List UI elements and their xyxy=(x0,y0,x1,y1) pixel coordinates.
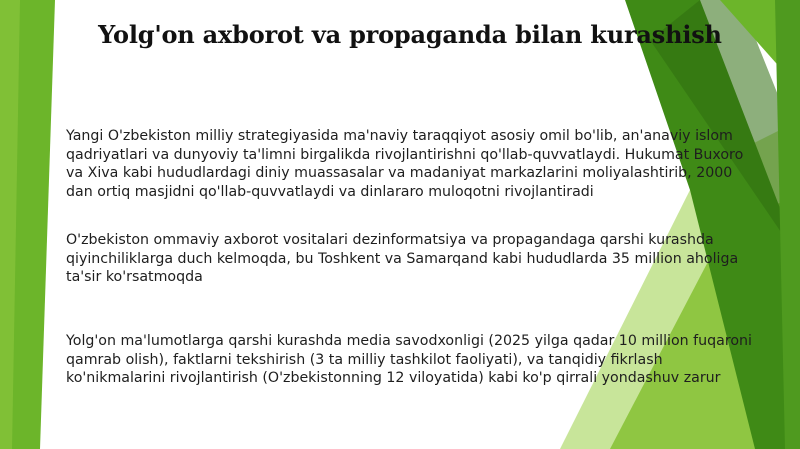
paragraph-strategy: Yangi O'zbekiston milliy strategiyasida ma'naviy taraqqiyot asosiy omil bo'lib, an'anaviy islom qadriyatlari va dunyoviy ta'limni birgalikda rivojlantirishni qo'llab-quvvatlaydi. Hukumat Buxoro va Xiva kabi hududlardagi diniy muassasalar va madaniyat markazlarini moliyalashtirib, 2000 dan ortiq masjidni qo'llab-quvvatlaydi va dinlararo muloqotni rivojlantiradi xyxy=(66,128,744,200)
paragraph-approach: Yolg'on ma'lumotlarga qarshi kurashda media savodxonligi (2025 yilga qadar 10 million fuqaroni qamrab olish), faktlarni tekshirish (3 ta milliy tashkilot faoliyati), va tanqidiy fikrlash ko'nikmalarini rivojlantirish (O'zbekistonning 12 viloyatida) kabi ko'p qirrali yondashuv zarur xyxy=(66,333,752,386)
paragraph-media-challenges: O'zbekiston ommaviy axborot vositalari dezinformatsiya va propagandaga qarshi kurashda qiyinchiliklarga duch kelmoqda, bu Toshkent va Samarqand kabi hududlarda 35 million aholiga ta'sir ko'rsatmoqda xyxy=(66,232,739,285)
slide-title: Yolg'on axborot va propaganda bilan kurashish xyxy=(98,20,722,49)
